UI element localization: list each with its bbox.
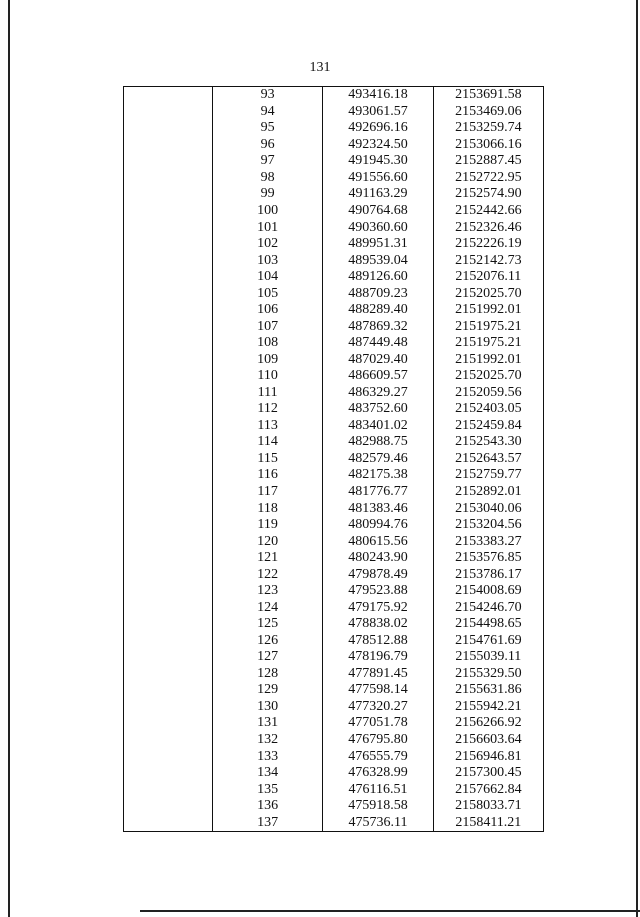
y-coordinate-cell: 2156946.81: [433, 748, 543, 765]
y-coordinate-cell: 2152543.30: [433, 434, 543, 451]
x-coordinate-cell: 477598.14: [323, 682, 433, 699]
point-number-cell: 120: [213, 533, 323, 550]
table-row: [124, 666, 544, 683]
point-number-cell: 99: [213, 186, 323, 203]
y-coordinate-cell: 2152025.70: [433, 285, 543, 302]
table-row: [124, 550, 544, 567]
y-coordinate-cell: 2151992.01: [433, 302, 543, 319]
point-number-cell: 111: [213, 385, 323, 402]
table-row: [124, 682, 544, 699]
y-coordinate-cell: 2152574.90: [433, 186, 543, 203]
x-coordinate-cell: 476555.79: [323, 748, 433, 765]
table-row: [124, 219, 544, 236]
x-coordinate-cell: 491556.60: [323, 170, 433, 187]
point-number-cell: 95: [213, 120, 323, 137]
y-coordinate-cell: 2153691.58: [433, 87, 543, 104]
table-row: [124, 318, 544, 335]
y-coordinate-cell: 2152059.56: [433, 385, 543, 402]
x-coordinate-cell: 476328.99: [323, 765, 433, 782]
table-row: [124, 302, 544, 319]
blank-cell: [124, 385, 213, 402]
blank-cell: [124, 352, 213, 369]
blank-cell: [124, 451, 213, 468]
point-number-cell: 107: [213, 318, 323, 335]
x-coordinate-cell: 483752.60: [323, 401, 433, 418]
blank-cell: [124, 533, 213, 550]
x-coordinate-cell: 478196.79: [323, 649, 433, 666]
point-number-cell: 135: [213, 781, 323, 798]
point-number-cell: 96: [213, 137, 323, 154]
table-row: [124, 368, 544, 385]
y-coordinate-cell: 2158033.71: [433, 798, 543, 815]
point-number-cell: 131: [213, 715, 323, 732]
blank-cell: [124, 500, 213, 517]
y-coordinate-cell: 2158411.21: [433, 814, 543, 831]
table-row: [124, 401, 544, 418]
blank-cell: [124, 186, 213, 203]
table-row: [124, 814, 544, 831]
point-number-cell: 118: [213, 500, 323, 517]
point-number-cell: 132: [213, 732, 323, 749]
blank-cell: [124, 814, 213, 831]
blank-cell: [124, 236, 213, 253]
blank-cell: [124, 87, 213, 104]
point-number-cell: 110: [213, 368, 323, 385]
blank-cell: [124, 335, 213, 352]
y-coordinate-cell: 2152892.01: [433, 484, 543, 501]
point-number-cell: 123: [213, 583, 323, 600]
table-row: [124, 583, 544, 600]
point-number-cell: 103: [213, 252, 323, 269]
y-coordinate-cell: 2155942.21: [433, 699, 543, 716]
table-row: [124, 418, 544, 435]
point-number-cell: 115: [213, 451, 323, 468]
point-number-cell: 104: [213, 269, 323, 286]
point-number-cell: 127: [213, 649, 323, 666]
point-number-cell: 106: [213, 302, 323, 319]
table-row: [124, 467, 544, 484]
y-coordinate-cell: 2153469.06: [433, 104, 543, 121]
x-coordinate-cell: 491163.29: [323, 186, 433, 203]
blank-cell: [124, 467, 213, 484]
point-number-cell: 130: [213, 699, 323, 716]
y-coordinate-cell: 2154246.70: [433, 599, 543, 616]
y-coordinate-cell: 2152643.57: [433, 451, 543, 468]
y-coordinate-cell: 2152722.95: [433, 170, 543, 187]
point-number-cell: 121: [213, 550, 323, 567]
point-number-cell: 128: [213, 666, 323, 683]
x-coordinate-cell: 487449.48: [323, 335, 433, 352]
x-coordinate-cell: 488289.40: [323, 302, 433, 319]
table-row: [124, 120, 544, 137]
x-coordinate-cell: 480243.90: [323, 550, 433, 567]
x-coordinate-cell: 478838.02: [323, 616, 433, 633]
x-coordinate-cell: 481383.46: [323, 500, 433, 517]
blank-cell: [124, 285, 213, 302]
table-row: [124, 765, 544, 782]
x-coordinate-cell: 479878.49: [323, 566, 433, 583]
x-coordinate-cell: 475918.58: [323, 798, 433, 815]
x-coordinate-cell: 487029.40: [323, 352, 433, 369]
x-coordinate-cell: 480615.56: [323, 533, 433, 550]
y-coordinate-cell: 2156603.64: [433, 732, 543, 749]
blank-cell: [124, 781, 213, 798]
blank-cell: [124, 484, 213, 501]
table-row: [124, 484, 544, 501]
point-number-cell: 129: [213, 682, 323, 699]
y-coordinate-cell: 2152887.45: [433, 153, 543, 170]
x-coordinate-cell: 477891.45: [323, 666, 433, 683]
blank-cell: [124, 269, 213, 286]
y-coordinate-cell: 2152759.77: [433, 467, 543, 484]
blank-cell: [124, 120, 213, 137]
blank-cell: [124, 401, 213, 418]
blank-cell: [124, 137, 213, 154]
table-row: [124, 781, 544, 798]
point-number-cell: 126: [213, 633, 323, 650]
table-row: [124, 533, 544, 550]
x-coordinate-cell: 478512.88: [323, 633, 433, 650]
blank-cell: [124, 599, 213, 616]
blank-cell: [124, 153, 213, 170]
x-coordinate-cell: 476116.51: [323, 781, 433, 798]
x-coordinate-cell: 493416.18: [323, 87, 433, 104]
x-coordinate-cell: 490764.68: [323, 203, 433, 220]
table-row: [124, 137, 544, 154]
table-row: [124, 517, 544, 534]
table-row: [124, 715, 544, 732]
x-coordinate-cell: 491945.30: [323, 153, 433, 170]
y-coordinate-cell: 2153383.27: [433, 533, 543, 550]
point-number-cell: 93: [213, 87, 323, 104]
table-row: [124, 352, 544, 369]
scan-left-edge: [8, 0, 10, 917]
blank-cell: [124, 715, 213, 732]
table-row: [124, 203, 544, 220]
point-number-cell: 134: [213, 765, 323, 782]
x-coordinate-cell: 477051.78: [323, 715, 433, 732]
x-coordinate-cell: 486609.57: [323, 368, 433, 385]
y-coordinate-cell: 2153259.74: [433, 120, 543, 137]
x-coordinate-cell: 479523.88: [323, 583, 433, 600]
table-row: [124, 633, 544, 650]
blank-cell: [124, 104, 213, 121]
blank-cell: [124, 616, 213, 633]
blank-cell: [124, 170, 213, 187]
blank-cell: [124, 252, 213, 269]
point-number-cell: 133: [213, 748, 323, 765]
x-coordinate-cell: 481776.77: [323, 484, 433, 501]
x-coordinate-cell: 479175.92: [323, 599, 433, 616]
table-row: [124, 269, 544, 286]
x-coordinate-cell: 477320.27: [323, 699, 433, 716]
table-row: [124, 170, 544, 187]
x-coordinate-cell: 483401.02: [323, 418, 433, 435]
point-number-cell: 100: [213, 203, 323, 220]
blank-cell: [124, 732, 213, 749]
y-coordinate-cell: 2153040.06: [433, 500, 543, 517]
table-row: [124, 616, 544, 633]
point-number-cell: 136: [213, 798, 323, 815]
y-coordinate-cell: 2153786.17: [433, 566, 543, 583]
table-row: [124, 385, 544, 402]
y-coordinate-cell: 2153576.85: [433, 550, 543, 567]
x-coordinate-cell: 492324.50: [323, 137, 433, 154]
blank-cell: [124, 798, 213, 815]
point-number-cell: 102: [213, 236, 323, 253]
y-coordinate-cell: 2153066.16: [433, 137, 543, 154]
table-row: [124, 434, 544, 451]
table-row: [124, 566, 544, 583]
point-number-cell: 116: [213, 467, 323, 484]
table-row: [124, 236, 544, 253]
x-coordinate-cell: 480994.76: [323, 517, 433, 534]
blank-cell: [124, 418, 213, 435]
point-number-cell: 94: [213, 104, 323, 121]
blank-cell: [124, 517, 213, 534]
y-coordinate-cell: 2157662.84: [433, 781, 543, 798]
blank-cell: [124, 583, 213, 600]
y-coordinate-cell: 2152226.19: [433, 236, 543, 253]
table-row: [124, 153, 544, 170]
y-coordinate-cell: 2156266.92: [433, 715, 543, 732]
point-number-cell: 125: [213, 616, 323, 633]
blank-cell: [124, 434, 213, 451]
blank-cell: [124, 318, 213, 335]
blank-cell: [124, 682, 213, 699]
y-coordinate-cell: 2157300.45: [433, 765, 543, 782]
blank-cell: [124, 566, 213, 583]
y-coordinate-cell: 2154498.65: [433, 616, 543, 633]
x-coordinate-cell: 482579.46: [323, 451, 433, 468]
y-coordinate-cell: 2152025.70: [433, 368, 543, 385]
y-coordinate-cell: 2152076.11: [433, 269, 543, 286]
point-number-cell: 109: [213, 352, 323, 369]
x-coordinate-cell: 489539.04: [323, 252, 433, 269]
coordinates-table: [123, 86, 544, 832]
point-number-cell: 124: [213, 599, 323, 616]
table-row: [124, 599, 544, 616]
y-coordinate-cell: 2151975.21: [433, 318, 543, 335]
x-coordinate-cell: 488709.23: [323, 285, 433, 302]
table-row: [124, 748, 544, 765]
point-number-cell: 112: [213, 401, 323, 418]
scan-right-edge: [636, 0, 638, 917]
y-coordinate-cell: 2151975.21: [433, 335, 543, 352]
blank-cell: [124, 649, 213, 666]
page-number: 131: [309, 60, 331, 75]
table-row: [124, 87, 544, 104]
table-row: [124, 252, 544, 269]
point-number-cell: 105: [213, 285, 323, 302]
blank-cell: [124, 368, 213, 385]
blank-cell: [124, 765, 213, 782]
x-coordinate-cell: 489126.60: [323, 269, 433, 286]
blank-cell: [124, 302, 213, 319]
table-row: [124, 285, 544, 302]
y-coordinate-cell: 2152442.66: [433, 203, 543, 220]
y-coordinate-cell: 2154008.69: [433, 583, 543, 600]
y-coordinate-cell: 2155631.86: [433, 682, 543, 699]
table-row: [124, 699, 544, 716]
blank-cell: [124, 633, 213, 650]
blank-cell: [124, 748, 213, 765]
point-number-cell: 119: [213, 517, 323, 534]
table-row: [124, 798, 544, 815]
y-coordinate-cell: 2152403.05: [433, 401, 543, 418]
x-coordinate-cell: 476795.80: [323, 732, 433, 749]
blank-cell: [124, 219, 213, 236]
x-coordinate-cell: 493061.57: [323, 104, 433, 121]
y-coordinate-cell: 2153204.56: [433, 517, 543, 534]
point-number-cell: 114: [213, 434, 323, 451]
blank-cell: [124, 203, 213, 220]
x-coordinate-cell: 490360.60: [323, 219, 433, 236]
y-coordinate-cell: 2155329.50: [433, 666, 543, 683]
y-coordinate-cell: 2154761.69: [433, 633, 543, 650]
blank-cell: [124, 550, 213, 567]
x-coordinate-cell: 489951.31: [323, 236, 433, 253]
y-coordinate-cell: 2155039.11: [433, 649, 543, 666]
x-coordinate-cell: 482175.38: [323, 467, 433, 484]
table-row: [124, 186, 544, 203]
point-number-cell: 117: [213, 484, 323, 501]
table-row: [124, 104, 544, 121]
blank-cell: [124, 666, 213, 683]
table-row: [124, 451, 544, 468]
table-row: [124, 649, 544, 666]
table-row: [124, 732, 544, 749]
point-number-cell: 97: [213, 153, 323, 170]
point-number-cell: 108: [213, 335, 323, 352]
x-coordinate-cell: 487869.32: [323, 318, 433, 335]
y-coordinate-cell: 2152142.73: [433, 252, 543, 269]
x-coordinate-cell: 486329.27: [323, 385, 433, 402]
point-number-cell: 122: [213, 566, 323, 583]
table-row: [124, 335, 544, 352]
y-coordinate-cell: 2152459.84: [433, 418, 543, 435]
table-row: [124, 500, 544, 517]
point-number-cell: 137: [213, 814, 323, 831]
point-number-cell: 113: [213, 418, 323, 435]
coordinates-table-body: [124, 87, 544, 832]
point-number-cell: 101: [213, 219, 323, 236]
scan-bottom-edge: [140, 910, 640, 912]
point-number-cell: 98: [213, 170, 323, 187]
y-coordinate-cell: 2151992.01: [433, 352, 543, 369]
y-coordinate-cell: 2152326.46: [433, 219, 543, 236]
blank-cell: [124, 699, 213, 716]
x-coordinate-cell: 475736.11: [323, 814, 433, 831]
x-coordinate-cell: 482988.75: [323, 434, 433, 451]
x-coordinate-cell: 492696.16: [323, 120, 433, 137]
